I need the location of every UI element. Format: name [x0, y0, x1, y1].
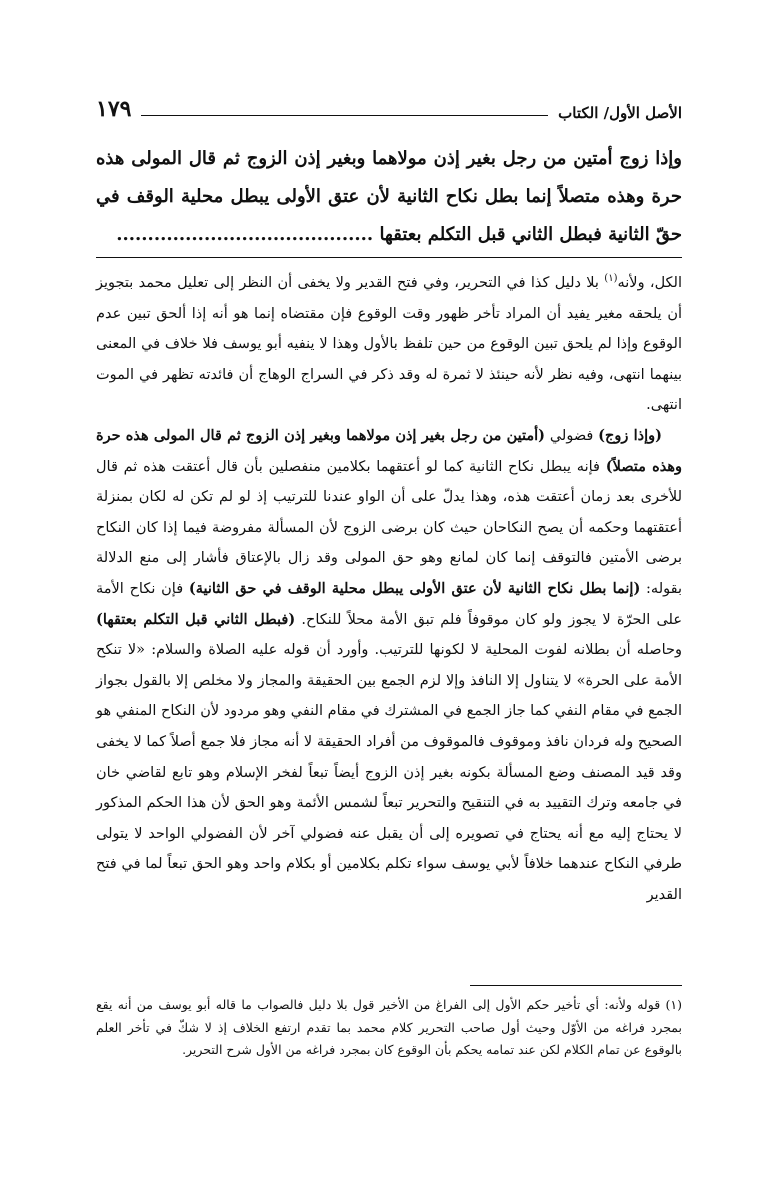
footnote-rule [470, 985, 682, 986]
quoted-matn: (وإذا زوج) [598, 426, 663, 444]
running-title: الأصل الأول/ الكتاب [558, 104, 682, 122]
commentary [96, 268, 682, 910]
footnote-marker: (١) [665, 997, 682, 1012]
quoted-matn: (إنما بطل نكاح الثانية لأن عتق الأولى يبطل محلية الوقف في حق الثانية) [188, 579, 641, 597]
commentary-paragraph-1: الكل، ولأنه$^{(١)}$ بلا دليل كذا في التحرير، وفي فتح القدير ولا يخفى أن النظر إلى تعليل محمد بتجويز أن يلحقه مغير يفيد أن المراد تأخر ظهور وقت الوقوع فإن مقتضاه إنما هو أنه إذا ألحق تبين عدم الوقوع وإذا لم يلحق تبين الوقوع من حين تلفظ بالأول وهذا لا ينفيه أبو يوسف فلا خلاف في المعنى بينهما انتهى، وفيه نظر لأنه حينئذ لا ثمرة له وقد ذكر في السراج الوهاج أن فائدته تظهر في الموت انتهى. [96, 273, 683, 414]
quoted-matn: (أمتين من رجل بغير إذن مولاهما وبغير إذن الزوج ثم قال المولى هذه حرة وهذه متصلاً) [96, 426, 682, 475]
footnote-text: قوله ولأنه: أي تأخير حكم الأول إلى الفراغ من الأخير قول بلا دليل فالصواب ما قاله أبو يوسف من أنه يقع بمجرد فراغه من الأوّل وحيث أول صاحب التحرير كلام محمد بما تقدم ارتفع الخلاف إذ لا شكّ في تأخر العلم بالوقوع عن تمام الكلام لكن عند تمامه يحكم بأن الوقوع كان بمجرد فراغه من الأول شرح التحرير. [96, 997, 682, 1057]
footnote [96, 994, 682, 1062]
quoted-matn: (فبطل الثاني قبل التكلم بعتقها) [96, 610, 296, 628]
text-divider [96, 257, 682, 258]
commentary-paragraph-2: (وإذا زوج) فضولي (أمتين من رجل بغير إذن مولاهما وبغير إذن الزوج ثم قال المولى هذه حرة وهذه متصلاً) فإنه يبطل نكاح الثانية كما لو أعتقهما بكلامين منفصلين بأن قال أعتقت هذه ثم قال للأخرى بعد زمان أعتقت هذه، وهذا يدلّ على أن الواو عندنا للترتيب إذ لو لم تكن له لكان بمنزلة أعتقتهما وحكمه أن يصح النكاحان حيث كان برضى الزوج لأن المسألة مفروضة فيما إذا كان النكاح برضى الأمتين فالتوقف إنما كان لمانع وهو حق المولى وقد زال بالإعتاق فأشار إلى منع الدلالة بقوله: (إنما بطل نكاح الثانية لأن عتق الأولى يبطل محلية الوقف في حق الثانية) فإن نكاح الأمة على الحرّة لا يجوز ولو كان موقوفاً فلم تبق الأمة محلاً للنكاح. (فبطل الثاني قبل التكلم بعتقها) وحاصله أن بطلانه لفوت المحلية لا لكونها للترتيب. وأورد أن قوله عليه الصلاة والسلام: «لا تنكح الأمة على الحرة» لا يتناول إلا النافذ وإلا لزم الجمع بين الحقيقة والمجاز ولا مخلص إلا بالقول بجواز الجمع في مقام النفي كما جاز الجمع في المشترك في مقام النفي وهو مردود لأن النكاح المنفي هو الصحيح وله فردان نافذ وموقوف فالموقوف من أفراد الحقيقة لا أنه مجاز فلا جمع أصلاً كما لا يخفى وقد قيد المصنف وضع المسألة بكونه بغير إذن الزوج أيضاً تبعاً لفخر الإسلام وهو تابع لقاضي خان في جامعه وترك التقييد به في التنقيح والتحرير تبعاً لشمس الأئمة وهو الحق لأن هذا الحكم المذكور لا يحتاج إليه مع أنه يحتاج في تصويره إلى أن يقبل عنه فضولي آخر لأن الفضولي الواحد لا يتولى طرفي النكاح عندهما خلافاً لأبي يوسف سواء تكلم بكلامين أو بكلام واحد وهو الحق تبعاً لما في فتح القدير [96, 426, 682, 903]
main-text-body: وإذا زوج أمتين من رجل بغير إذن مولاهما وبغير إذن الزوج ثم قال المولى هذه حرة وهذه متصلاً إنما بطل نكاح الثانية لأن عتق الأولى يبطل محلية الوقف في حقّ الثانية فبطل الثاني قبل التكلم بعتقها [96, 148, 682, 245]
hadith-quote: «لا تنكح الأمة على الحرة» [96, 642, 682, 689]
header-rule [141, 115, 548, 116]
main-text-dots: ......................................... [116, 224, 374, 245]
main-text [96, 140, 682, 254]
footnote-ref[interactable]: (١) [604, 273, 618, 285]
page-number: ١٧٩ [96, 96, 132, 122]
page-header [96, 92, 682, 122]
